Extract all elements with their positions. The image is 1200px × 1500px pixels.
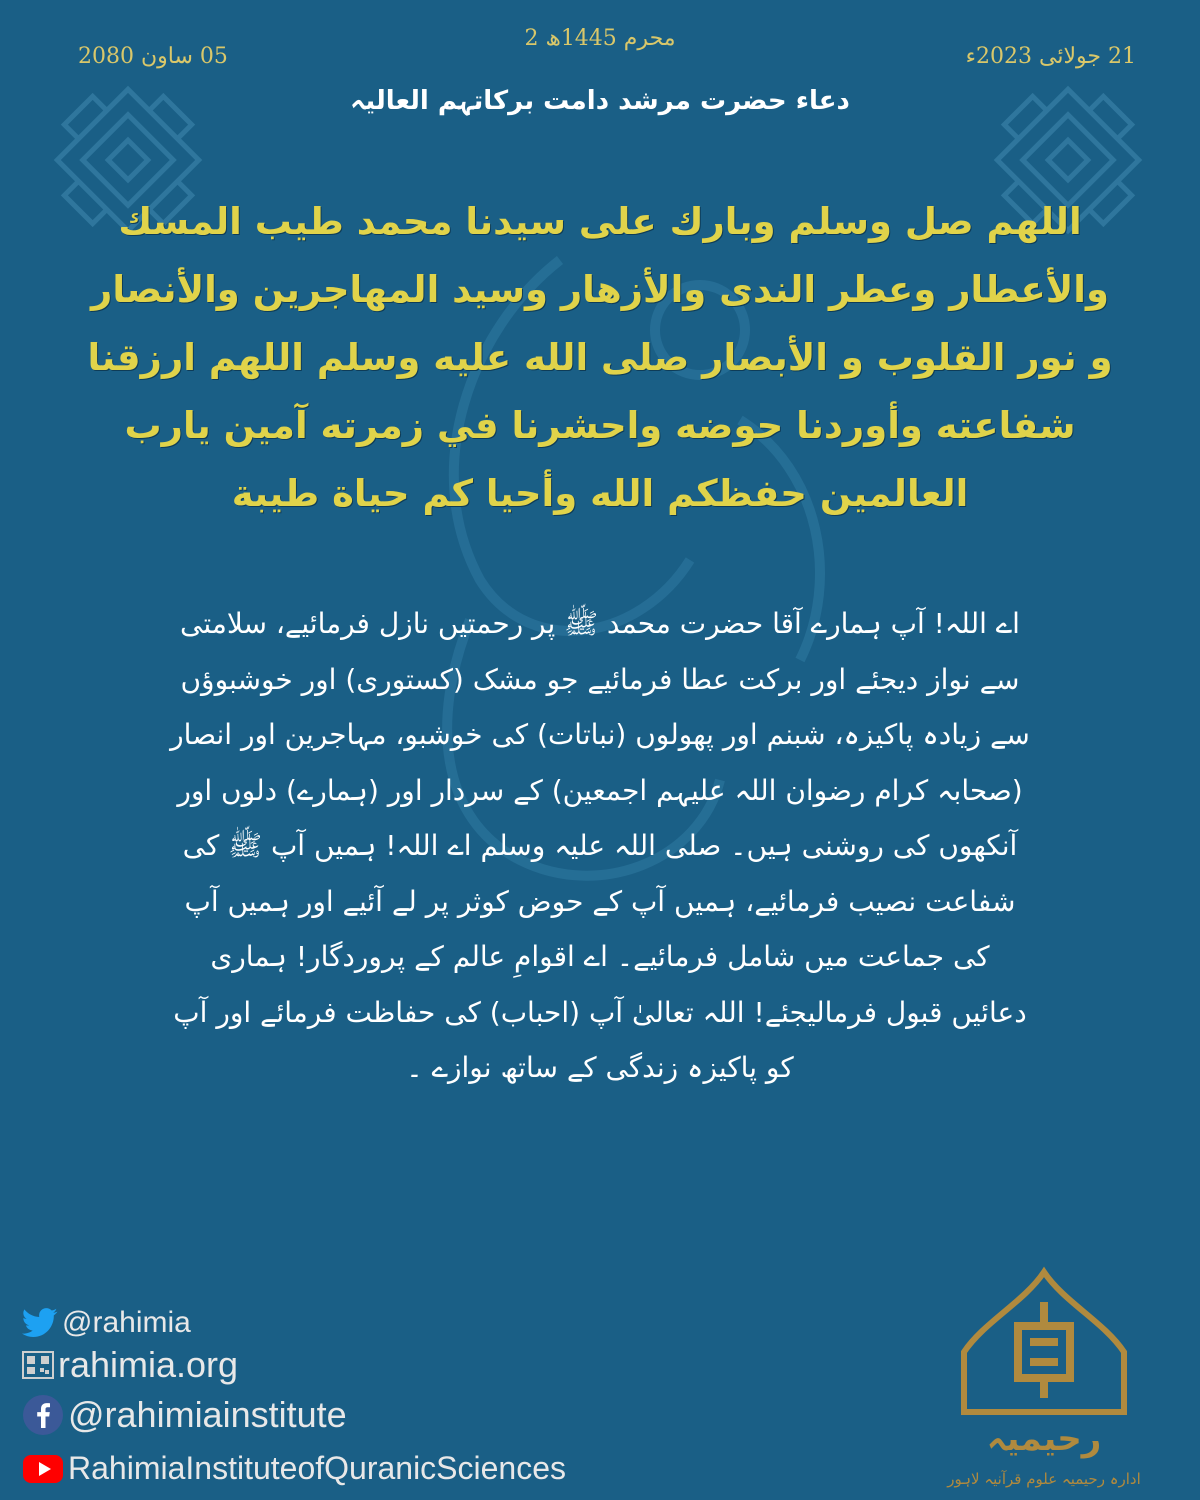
rahimia-logo: [904, 1262, 1184, 1494]
twitter-link[interactable]: [22, 1306, 191, 1340]
desi-date: 05 ساون 2080: [78, 44, 228, 69]
twitter-icon: [22, 1308, 58, 1338]
dua-title: دعاء حضرت مرشد دامت برکاتہم العالیہ: [350, 86, 850, 116]
qr-code-icon: [22, 1351, 54, 1379]
youtube-link[interactable]: [22, 1450, 566, 1487]
gregorian-date: 21 جولائی 2023ء: [965, 44, 1136, 69]
youtube-icon: [22, 1454, 64, 1484]
twitter-handle: @rahimia: [62, 1306, 191, 1339]
website-link[interactable]: [22, 1344, 238, 1386]
website-url: rahimia.org: [58, 1344, 239, 1385]
arabic-dua-text: اللهم صل وسلم وبارك على سيدنا محمد طيب المسك والأعطار وعطر الندى والأزهار وسيد المهاجرين والأنصار و نور القلوب و الأبصار صلى الله عليه وسلم اللهم ارزقنا شفاعته وأوردنا حوضه واحشرنا في زمرته آمين يارب العالمين حفظكم الله وأحيا كم حياة طيبة: [87, 200, 1113, 515]
facebook-icon: [22, 1394, 64, 1436]
hijri-date: 2 محرم 1445ھ: [524, 26, 676, 51]
youtube-channel: RahimiaInstituteofQuranicSciences: [68, 1450, 567, 1486]
logo-subtitle: ادارہ رحیمیہ علوم قرآنیہ لاہور: [947, 1470, 1141, 1488]
facebook-link[interactable]: [22, 1394, 347, 1436]
logo-name: رحیمیہ: [986, 1419, 1102, 1459]
urdu-translation-text: اے اللہ! آپ ہمارے آقا حضرت محمد ﷺ پر رحمتیں نازل فرمائیے، سلامتی سے نواز دیجئے اور برکت عطا فرمائیے جو مشک (کستوری) اور خوشبوؤں سے زیادہ پاکیزہ، شبنم اور پھولوں (نباتات) کی خوشبو، مہاجرین اور انصار (صحابہ کرام رضوان اللہ علیہم اجمعین) کے سردار اور (ہمارے) دلوں اور آنکھوں کی روشنی ہیں۔ صلی اللہ علیہ وسلم اے اللہ! ہمیں آپ ﷺ کی شفاعت نصیب فرمائیے، ہمیں آپ کے حوض کوثر پر لے آئیے اور ہمیں آپ کی جماعت میں شامل فرمائیے۔ اے اقوامِ عالم کے پروردگار! ہماری دعائیں قبول فرمالیجئے! اللہ تعالیٰ آپ (احباب) کی حفاظت فرمائے اور آپ کو پاکیزہ زندگی کے ساتھ نوازے ۔: [170, 607, 1030, 1084]
facebook-handle: @rahimiainstitute: [68, 1394, 347, 1435]
